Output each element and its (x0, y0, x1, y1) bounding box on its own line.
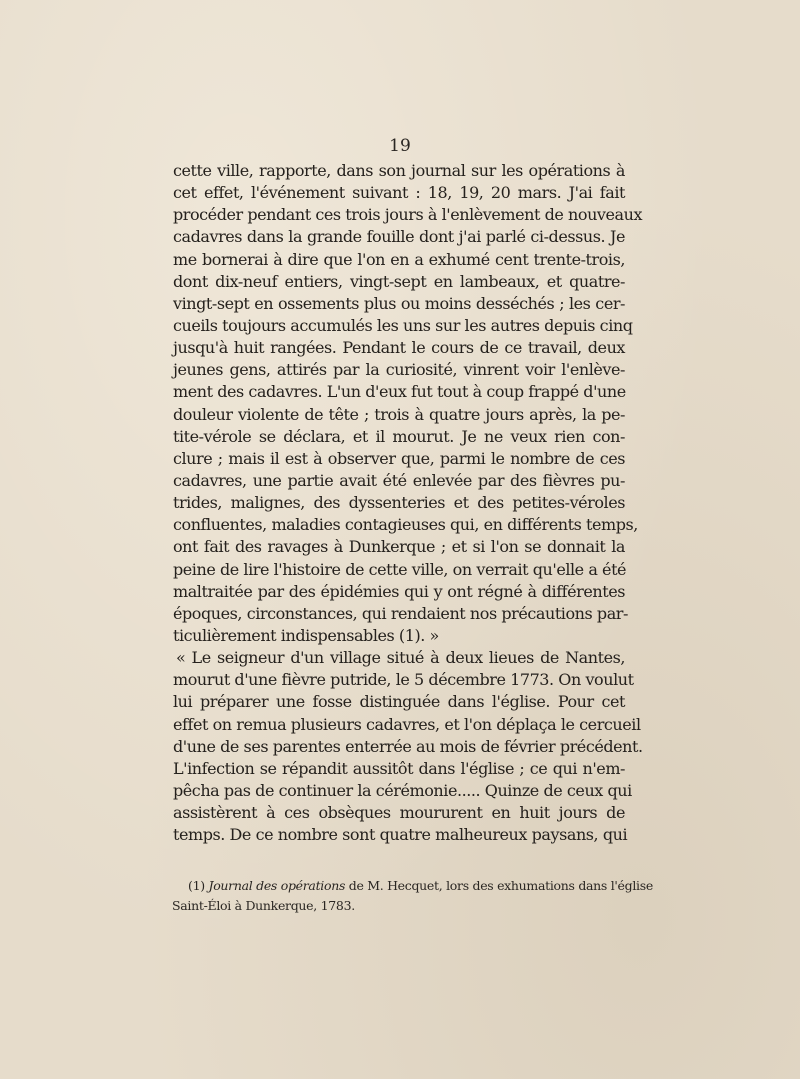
footnote-line (188, 876, 653, 896)
text-line: temps. De ce nombre sont quatre malheureux paysans, qui (173, 825, 628, 845)
text-line: jeunes gens, attirés par la curiosité, vinrent voir l'enlève- (173, 360, 625, 380)
text-line: cadavres, une partie avait été enlevée par des fièvres pu- (173, 470, 625, 490)
text-line: procéder pendant ces trois jours à l'enlèvement de nouveaux (173, 205, 643, 225)
text-line: ont fait des ravages à Dunkerque ; et si l'on se donnait la (173, 537, 625, 557)
text-line: mourut d'une fièvre putride, le 5 décembre 1773. On voulut (173, 670, 634, 690)
text-line: effet on remua plusieurs cadavres, et l'on déplaça le cercueil (173, 714, 641, 734)
text-line: cet effet, l'événement suivant : 18, 19, 20 mars. J'ai fait (173, 183, 625, 203)
text-line: « Le seigneur d'un village situé à deux lieues de Nantes, (176, 648, 625, 668)
footnote-line: Saint-Éloi à Dunkerque, 1783. (172, 898, 355, 913)
footnote (172, 876, 653, 916)
text-line: clure ; mais il est à observer que, parmi le nombre de ces (173, 448, 625, 468)
page-number: 19 (389, 136, 411, 156)
text-line: trides, malignes, des dyssenteries et des petites-véroles (173, 493, 625, 513)
text-line: ment des cadavres. L'un d'eux fut tout à coup frappé d'une (173, 382, 626, 402)
text-line: tite-vérole se déclara, et il mourut. Je ne veux rien con- (173, 426, 625, 446)
text-line: d'une de ses parentes enterrée au mois de février précédent. (173, 736, 643, 756)
text-line: cette ville, rapporte, dans son journal sur les opérations à (173, 161, 625, 180)
text-line: L'infection se répandit aussitôt dans l'église ; ce qui n'em- (173, 758, 625, 778)
text-line: cueils toujours accumulés les uns sur les autres depuis cinq (173, 315, 633, 335)
text-line: douleur violente de tête ; trois à quatre jours après, la pe- (173, 404, 625, 424)
text-line: me bornerai à dire que l'on en a exhumé cent trente-trois, (173, 249, 625, 269)
text-line: ticulièrement indispensables (1). » (173, 625, 439, 645)
text-line: confluentes, maladies contagieuses qui, en différents temps, (173, 515, 638, 535)
text-line: jusqu'à huit rangées. Pendant le cours de ce travail, deux (173, 338, 625, 358)
text-line: cadavres dans la grande fouille dont j'ai parlé ci-dessus. Je (173, 227, 625, 247)
footnote-title: Journal des opérations (208, 878, 346, 893)
text-line: maltraitée par des épidémies qui y ont régné à différentes (173, 581, 625, 601)
text-line: peine de lire l'histoire de cette ville, on verrait qu'elle a été (173, 559, 627, 579)
footnote-text: de M. Hecquet, lors des exhumations dans l'église (345, 878, 653, 893)
body-text (173, 160, 643, 846)
footnote-marker: (1) (188, 878, 205, 893)
text-line: vingt-sept en ossements plus ou moins desséchés ; les cer- (173, 293, 625, 313)
text-line: époques, circonstances, qui rendaient nos précautions par- (173, 603, 628, 623)
text-line: assistèrent à ces obsèques moururent en huit jours de (173, 803, 625, 823)
text-line: lui préparer une fosse distinguée dans l'église. Pour cet (173, 692, 625, 712)
text-line: pêcha pas de continuer la cérémonie..... Quinze de ceux qui (173, 780, 632, 800)
text-line: dont dix-neuf entiers, vingt-sept en lambeaux, et quatre- (173, 271, 625, 291)
